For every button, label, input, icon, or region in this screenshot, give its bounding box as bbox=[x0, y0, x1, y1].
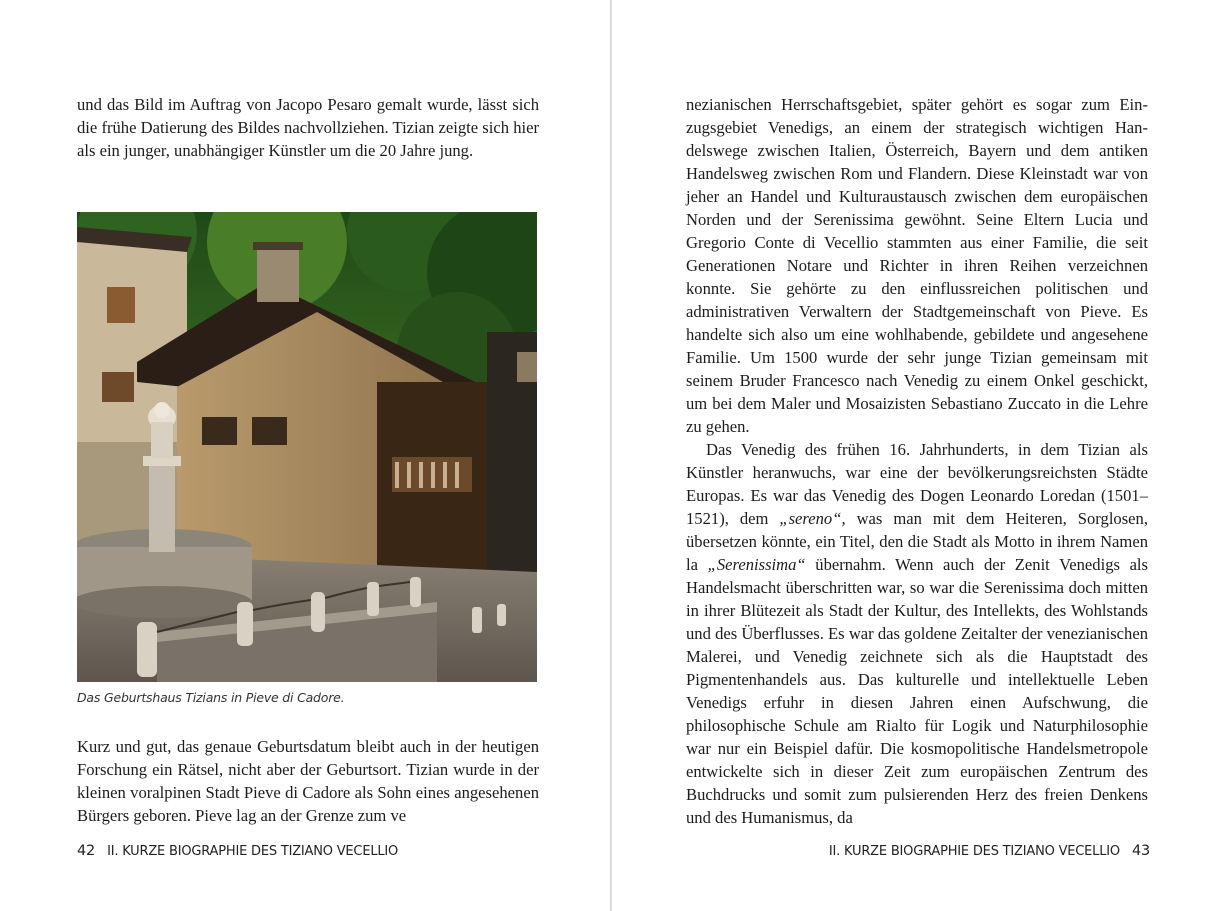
left-intro-paragraph: und das Bild im Auftrag von Jacopo Pesaro gemalt wurde, lässt sich die frühe Datierung des Bildes nachvollziehen. Tizian zeigte sich hier als ein junger, unabhängiger Künstler um die 20 Jahre jung. bbox=[77, 95, 539, 160]
paragraph-2-part-a: Das Venedig des frühen 16. Jahrhunderts, in dem Tizian als Künstler heranwuchs, war eine der bevölkerungsreichsten Städte Europas. Es war das Venedig des Dogen Leonardo Loredan (1501–1521), dem bbox=[686, 440, 1148, 528]
page-number-left: 42 bbox=[77, 843, 96, 859]
right-page bbox=[612, 0, 1222, 911]
serenissima-term: „Serenissima“ bbox=[707, 555, 806, 574]
left-intro-text bbox=[77, 93, 539, 162]
right-footer bbox=[829, 843, 1150, 859]
running-head-left: II. KURZE BIOGRAPHIE DES TIZIANO VECELLIO bbox=[107, 844, 399, 859]
right-body-text bbox=[686, 93, 1148, 829]
right-paragraph-1: nezianischen Herrschaftsgebiet, später gehört es sogar zum Einzugsgebiet Venedigs, an einem der strategisch wichtigen Handelswege zwischen Italien, Österreich, Bayern und dem antiken Handelsweg zwischen Rom und Flandern. Diese Kleinstadt war von jeher an Handel und Kulturaustausch zwischen dem europäischen Norden und der Serenissima gewöhnt. Seine Eltern Lucia und Gregorio Conte di Vecellio stammten aus einer Familie, die seit Generationen Notare und Richter in ihren Reihen verzeichnen konnte. Sie gehörte zu den einflussreichen politischen und administrativen Verwaltern der Stadtgemeinschaft von Pieve. Es handelte sich also um eine wohlhabende, gebildete und angesehene Familie. Um 1500 wurde der sehr junge Tizian gemeinsam mit seinem Bruder Francesco nach Venedig zu einem Onkel geschickt, um bei dem Maler und Mosaizisten Sebastiano Zuccato in die Lehre zu gehen. bbox=[686, 95, 1148, 436]
paragraph-2-part-c: übernahm. Wenn auch der Zenit Venedigs als Handelsmacht überschritten war, so war die Serenissima doch mitten in ihrer Blütezeit als Stadt der Kultur, des Intellekts, des Wohlstands und des Überflusses. Es war das goldene Zeitalter der venezianischen Malerei, und Venedig zeichnete sich als die Hauptstadt des Pigmentenhandels aus. Das kulturelle und intellektuelle Leben Venedigs erfuhr in diesen Jahren einen Aufschwung, die philosophische Schule am Rialto für Logik und Naturphilosophie war nur ein Beispiel dafür. Die kosmopolitische Handelsmetropole entwickelte sich in dieser Zeit zum europäischen Zentrum des Buchdrucks und somit zum pulsierenden Herz des freien Denkens und des Humanismus, da bbox=[686, 555, 1149, 827]
birthplace-photo bbox=[77, 212, 537, 682]
sereno-term: „sereno“, bbox=[779, 509, 846, 528]
photo-caption: Das Geburtshaus Tizians in Pieve di Cadore. bbox=[77, 690, 345, 705]
left-continue-paragraph: Kurz und gut, das genaue Geburtsdatum bleibt auch in der heutigen Forschung ein Rätsel, nicht aber der Geburtsort. Tizian wurde in der kleinen voralpinen Stadt Pieve di Cadore als Sohn eines angesehenen Bürgers geboren. Pieve lag an der Grenze zum ve bbox=[77, 737, 539, 825]
right-paragraph-2 bbox=[686, 438, 1148, 829]
page-number-right: 43 bbox=[1131, 843, 1150, 859]
running-head-right: II. KURZE BIOGRAPHIE DES TIZIANO VECELLIO bbox=[828, 844, 1120, 859]
paragraph-2-part-b: was man mit dem Heiteren, Sorglosen, übersetzen könnte, ein Titel, den die Stadt als Motto in ihrem Namen la bbox=[686, 509, 1148, 574]
left-page bbox=[0, 0, 610, 911]
left-continue-text bbox=[77, 735, 539, 827]
left-footer bbox=[77, 843, 398, 859]
